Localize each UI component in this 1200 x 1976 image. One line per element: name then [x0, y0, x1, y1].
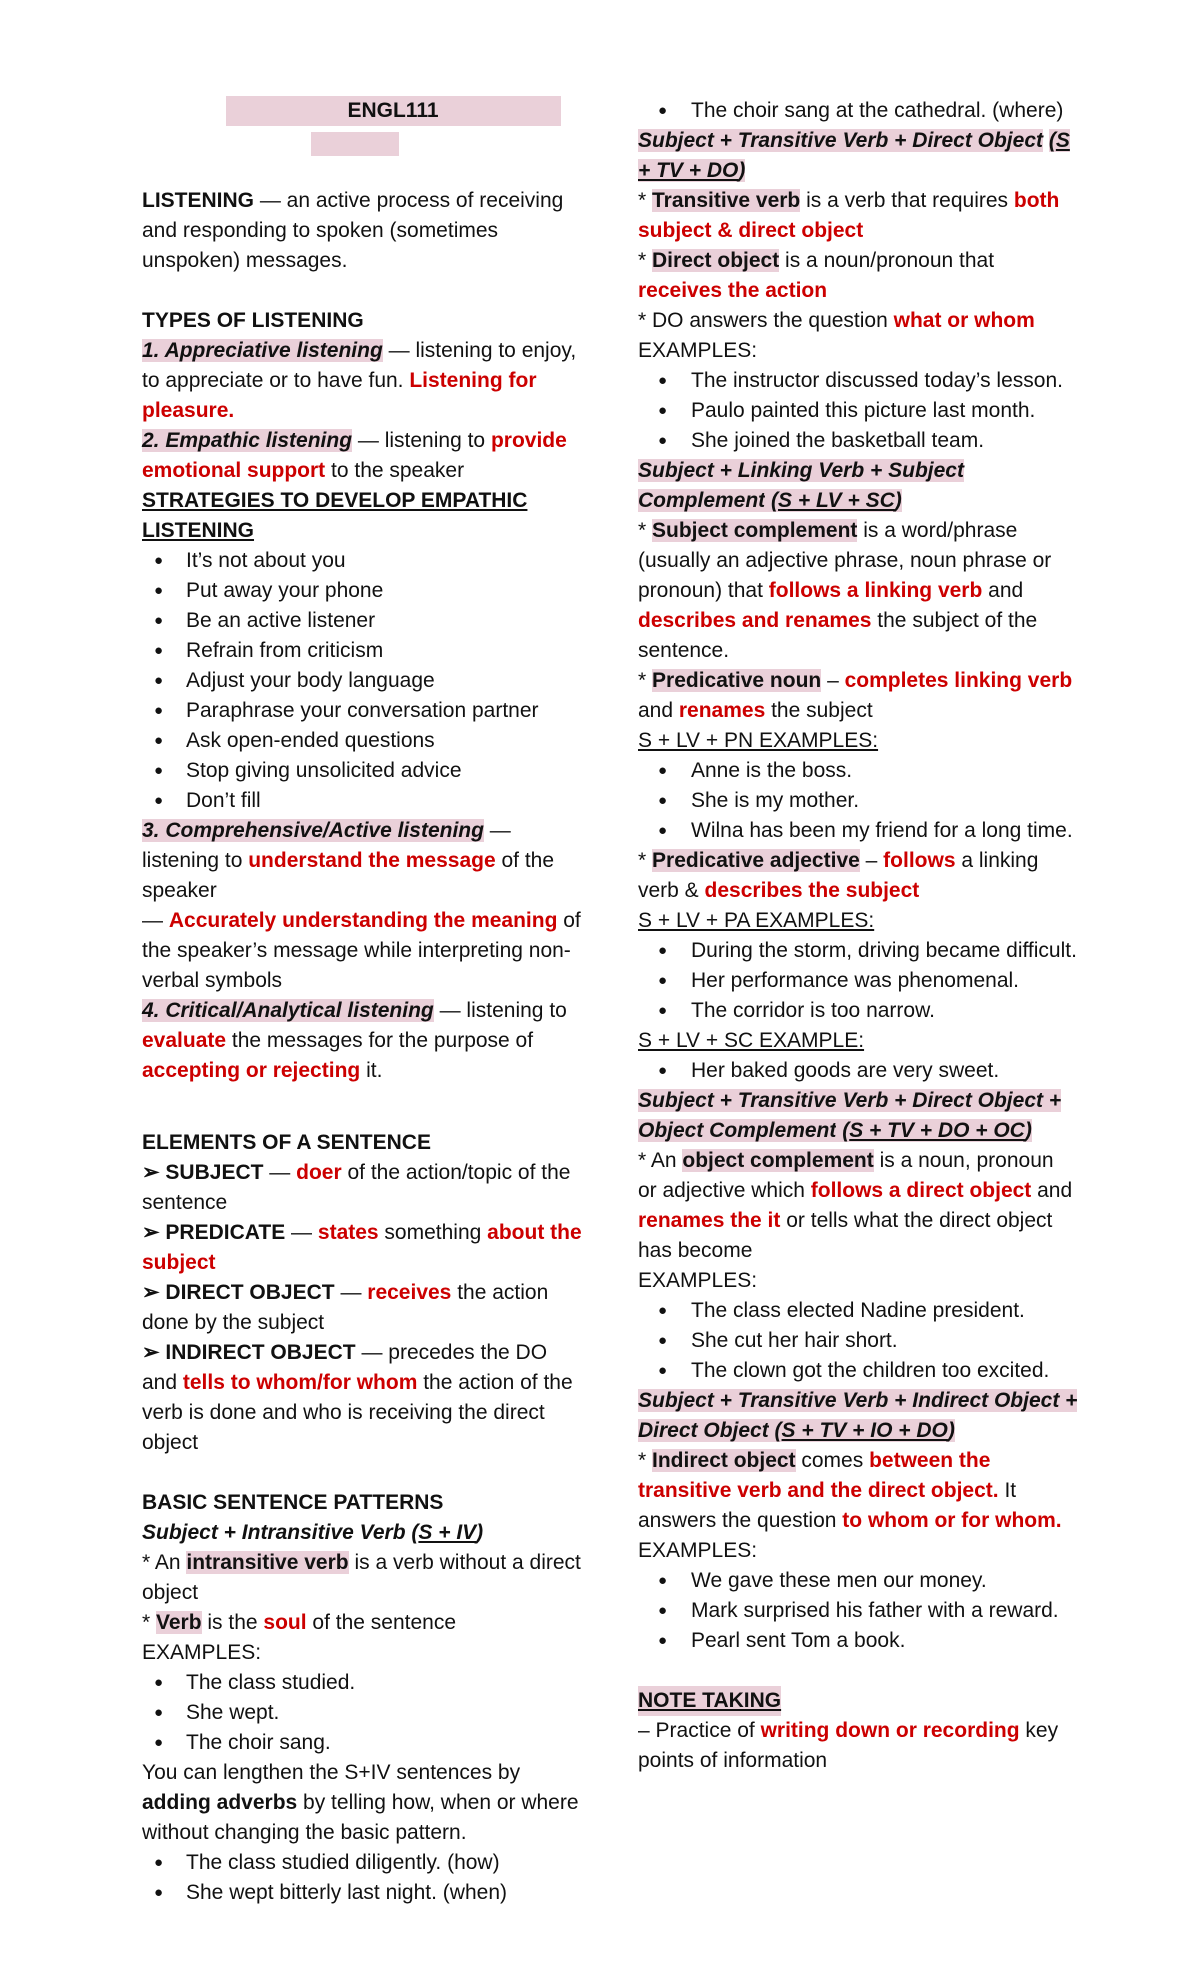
title-highlight-bar	[311, 132, 399, 156]
do-question: * DO answers the question what or whom	[638, 309, 1035, 332]
list-item: ● The choir sang.	[142, 1728, 582, 1758]
element-predicate: ➢ PREDICATE — states something about the subject	[142, 1221, 582, 1274]
element-indirect-object: ➢ INDIRECT OBJECT — precedes the DO and tells to whom/for whom the action of the verb is done and who is receiving the direct object	[142, 1341, 573, 1454]
examples-label: EXAMPLES:	[638, 1539, 758, 1562]
pattern-s-lv-sc: Subject + Linking Verb + Subject Complement (S + LV + SC)	[638, 459, 964, 512]
type-appreciative: 1. Appreciative listening — listening to enjoy, to appreciate or to have fun. Listening for pleasure.	[142, 339, 577, 422]
elements-heading: ELEMENTS OF A SENTENCE	[142, 1131, 431, 1154]
direct-object-definition: * Direct object is a noun/pronoun that receives the action	[638, 249, 995, 302]
listening-definition: LISTENING — an active process of receiving and responding to spoken (sometimes unspoken) messages.	[142, 189, 564, 272]
list-item: ● Stop giving unsolicited advice	[142, 756, 582, 786]
pa-examples-list	[638, 936, 1078, 1026]
list-item: ● Paraphrase your conversation partner	[142, 696, 582, 726]
list-item: ● Don’t fill	[142, 786, 582, 816]
indirect-object-definition: * Indirect object comes between the transitive verb and the direct object. It answers the question to whom or for whom.	[638, 1449, 1062, 1532]
element-subject: ➢ SUBJECT — doer of the action/topic of the sentence	[142, 1161, 571, 1214]
list-item: ● Ask open-ended questions	[142, 726, 582, 756]
predicative-adjective-definition: * Predicative adjective – follows a linking verb & describes the subject	[638, 849, 1039, 902]
examples-label: EXAMPLES:	[638, 339, 758, 362]
list-item: ● She cut her hair short.	[638, 1326, 1078, 1356]
io-examples-list	[638, 1566, 1078, 1656]
list-item: ● The class studied.	[142, 1668, 582, 1698]
tv-examples-list	[638, 366, 1078, 456]
list-item: ● Anne is the boss.	[638, 756, 1078, 786]
list-item: ● Her performance was phenomenal.	[638, 966, 1078, 996]
iv-examples-list	[142, 1668, 582, 1758]
list-item: ● She wept.	[142, 1698, 582, 1728]
adverb-examples-list	[142, 1848, 582, 1908]
pn-examples-list	[638, 756, 1078, 846]
list-item: ● Mark surprised his father with a reward.	[638, 1596, 1078, 1626]
patterns-heading: BASIC SENTENCE PATTERNS	[142, 1491, 444, 1514]
type-comprehensive: 3. Comprehensive/Active listening — listening to understand the message of the speaker	[142, 819, 555, 902]
lengthen-note: You can lengthen the S+IV sentences by adding adverbs by telling how, when or where without changing the basic pattern.	[142, 1761, 579, 1844]
list-item: ● She joined the basketball team.	[638, 426, 1078, 456]
subject-complement-definition: * Subject complement is a word/phrase (usually an adjective phrase, noun phrase or pronoun) that follows a linking verb and describes and renames the subject of the sentence.	[638, 519, 1052, 662]
list-item: ● The class elected Nadine president.	[638, 1296, 1078, 1326]
list-item: ● Refrain from criticism	[142, 636, 582, 666]
sc-examples-list	[638, 1056, 1078, 1086]
transitive-definition: * Transitive verb is a verb that requires both subject & direct object	[638, 189, 1060, 242]
right-column	[638, 96, 1078, 1776]
list-item: ● Pearl sent Tom a book.	[638, 1626, 1078, 1656]
examples-label: EXAMPLES:	[638, 1269, 758, 1292]
note-taking-definition: – Practice of writing down or recording key points of information	[638, 1719, 1059, 1772]
strategies-heading: STRATEGIES TO DEVELOP EMPATHIC LISTENING	[142, 489, 528, 542]
pn-examples-label: S + LV + PN EXAMPLES:	[638, 729, 879, 752]
list-item: ● It’s not about you	[142, 546, 582, 576]
left-column	[142, 96, 582, 1908]
type-critical: 4. Critical/Analytical listening — listening to evaluate the messages for the purpose of accepting or rejecting it.	[142, 999, 567, 1082]
pattern-s-tv-io-do: Subject + Transitive Verb + Indirect Object + Direct Object (S + TV + IO + DO)	[638, 1389, 1078, 1442]
pattern-s-tv-do: Subject + Transitive Verb + Direct Object (S + TV + DO)	[638, 129, 1070, 182]
list-item: ● The choir sang at the cathedral. (where)	[638, 96, 1078, 126]
list-item: ● The instructor discussed today’s lesson.	[638, 366, 1078, 396]
types-heading: TYPES OF LISTENING	[142, 309, 364, 332]
comprehensive-note: — Accurately understanding the meaning of the speaker’s message while interpreting non-verbal symbols	[142, 909, 581, 992]
pattern-s-tv-do-oc: Subject + Transitive Verb + Direct Object + Object Complement (S + TV + DO + OC)	[638, 1089, 1062, 1142]
title-highlight: ENGL111	[226, 96, 561, 126]
list-item: ● Paulo painted this picture last month.	[638, 396, 1078, 426]
list-item: ● Be an active listener	[142, 606, 582, 636]
pa-examples-label: S + LV + PA EXAMPLES:	[638, 909, 875, 932]
list-item: ● The corridor is too narrow.	[638, 996, 1078, 1026]
list-item: ● We gave these men our money.	[638, 1566, 1078, 1596]
strategies-list	[142, 546, 582, 816]
adverb-examples-continued	[638, 96, 1078, 126]
list-item: ● Her baked goods are very sweet.	[638, 1056, 1078, 1086]
list-item: ● She is my mother.	[638, 786, 1078, 816]
list-item: ● The class studied diligently. (how)	[142, 1848, 582, 1878]
type-empathic: 2. Empathic listening — listening to provide emotional support to the speaker	[142, 429, 567, 482]
list-item: ● The clown got the children too excited.	[638, 1356, 1078, 1386]
oc-examples-list	[638, 1296, 1078, 1386]
list-item: ● Put away your phone	[142, 576, 582, 606]
note-taking-heading: NOTE TAKING	[638, 1686, 781, 1716]
predicative-noun-definition: * Predicative noun – completes linking verb and renames the subject	[638, 669, 1073, 722]
page-title	[142, 96, 582, 156]
examples-label: EXAMPLES:	[142, 1641, 262, 1664]
list-item: ● Adjust your body language	[142, 666, 582, 696]
verb-definition: * Verb is the soul of the sentence	[142, 1611, 457, 1634]
list-item: ● During the storm, driving became difficult.	[638, 936, 1078, 966]
list-item: ● Wilna has been my friend for a long time.	[638, 816, 1078, 846]
object-complement-definition: * An object complement is a noun, pronoun or adjective which follows a direct object and renames the it or tells what the direct object has become	[638, 1149, 1073, 1262]
list-item: ● She wept bitterly last night. (when)	[142, 1878, 582, 1908]
sc-examples-label: S + LV + SC EXAMPLE:	[638, 1029, 865, 1052]
intransitive-definition: * An intransitive verb is a verb without a direct object	[142, 1551, 581, 1604]
element-direct-object: ➢ DIRECT OBJECT — receives the action done by the subject	[142, 1281, 549, 1334]
pattern-s-iv: Subject + Intransitive Verb (S + IV)	[142, 1521, 484, 1544]
